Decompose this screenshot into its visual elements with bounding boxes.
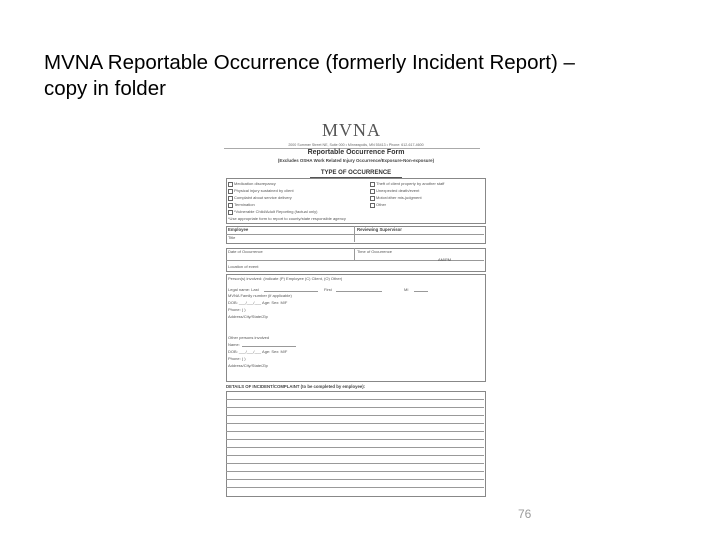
- employee-label: Employee: [228, 227, 249, 232]
- other-persons-label: Other persons involved: [228, 335, 270, 340]
- form-image: [224, 116, 488, 500]
- type-option: Termination: [234, 202, 255, 207]
- location-label: Location of event: [228, 264, 259, 269]
- type-option: Theft of client property by another staff: [376, 181, 445, 186]
- time-label: Time of Occurrence: [357, 249, 392, 254]
- type-option: Other: [376, 202, 387, 207]
- form-subtitle: (Excludes OSHA Work Related Injury Occurrence/Exposure-Non-exposure): [277, 158, 435, 163]
- type-option: Complaint about service delivery: [234, 195, 292, 200]
- other-address-label: Address/City/State/Zip: [228, 363, 268, 368]
- form-address: 2000 Summer Street NE, Suite 000 • Minneapolis, MN 55413 • Phone: 612-617-4600: [288, 143, 424, 147]
- ampm-label: AM/PM: [438, 257, 452, 262]
- slide-title: [44, 50, 684, 102]
- details-heading: DETAILS OF INCIDENT/COMPLAINT (to be completed by employee):: [226, 384, 366, 389]
- dob-label: DOB: ___/___/___ Age: Sex: M/F: [228, 300, 288, 305]
- type-option: Physical injury sustained by client: [234, 188, 294, 193]
- date-label: Date of Occurrence: [228, 249, 263, 254]
- name-mi-label: MI: [404, 287, 409, 292]
- type-option: Motor/other mis-judgment: [376, 195, 422, 200]
- type-option: *Vulnerable Child/Adult Reporting (factual only): [234, 209, 318, 214]
- title-label: Title: [228, 235, 236, 240]
- mvna-logo: MVNA: [322, 120, 382, 140]
- form-note: *Use appropriate form to report to county/state responsible agency: [228, 216, 346, 221]
- other-name-label: Name:: [228, 342, 240, 347]
- type-of-occurrence-heading: TYPE OF OCCURRENCE: [320, 170, 392, 176]
- mvna-family-label: MVNA Family number (if applicable): [228, 293, 292, 298]
- page-number: 76: [518, 507, 532, 521]
- other-dob-label: DOB: ___/___/___ Age: Sex: M/F: [228, 349, 288, 354]
- slide-title-line-2: copy in folder: [44, 77, 166, 100]
- form-title: Reportable Occurrence Form: [307, 149, 405, 156]
- phone-label: Phone: ( ): [228, 307, 246, 312]
- name-last-label: Legal name: Last: [228, 287, 259, 292]
- type-option: Unexpected death/event: [376, 188, 420, 193]
- address-label: Address/City/State/Zip: [228, 314, 268, 319]
- persons-label: Person(s) involved: (indicate (P) Employee (C) Client, (O) Other): [228, 276, 343, 281]
- name-first-label: First: [324, 287, 332, 292]
- other-phone-label: Phone: ( ): [228, 356, 246, 361]
- slide-title-line-1: MVNA Reportable Occurrence (formerly Incident Report) –: [44, 51, 575, 74]
- supervisor-label: Reviewing Supervisor: [357, 227, 402, 232]
- type-option: Medication discrepancy: [234, 181, 276, 186]
